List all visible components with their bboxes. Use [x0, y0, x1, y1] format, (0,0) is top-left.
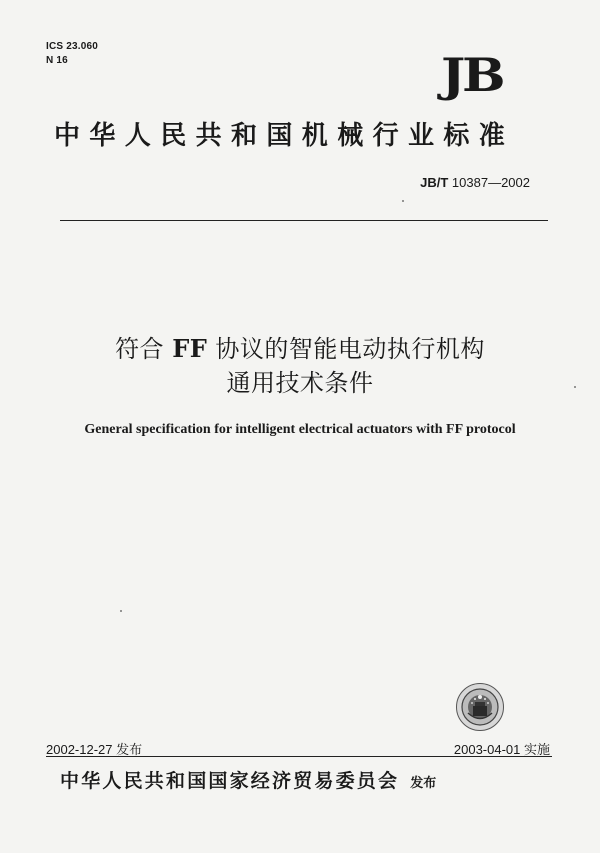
classification-codes	[46, 40, 98, 68]
issuer-action: 发布	[410, 776, 437, 791]
standard-number-value: 10387—2002	[451, 175, 530, 190]
standard-number	[420, 175, 530, 190]
issue-date: 2002-12-27 发布	[46, 742, 143, 757]
issuer-name: 中华人民共和国国家经济贸易委员会	[60, 770, 400, 792]
jb-logo: JB	[441, 48, 503, 102]
chinese-title-ff: FF	[172, 334, 208, 363]
ccs-code: N 16	[46, 55, 68, 66]
issuer-line	[60, 768, 436, 794]
chinese-title-line-1	[0, 334, 600, 364]
scan-speck	[120, 610, 122, 612]
chinese-title-post: 协议的智能电动执行机构	[215, 335, 485, 363]
english-title: General specification for intelligent electrical actuators with FF protocol	[84, 422, 516, 437]
chinese-title-pre: 符合	[115, 335, 165, 363]
chinese-title-line-2: 通用技术条件	[226, 369, 374, 397]
footer-divider	[46, 756, 552, 757]
implementation-date: 2003-04-01 实施	[453, 742, 550, 757]
official-seal-icon	[455, 682, 505, 732]
header-divider	[60, 220, 548, 221]
ics-code: ICS 23.060	[46, 41, 99, 52]
org-title: 中华人民共和国机械行业标准	[54, 121, 515, 151]
standard-number-prefix: JB/T	[420, 175, 449, 190]
scan-speck	[402, 200, 404, 202]
scan-speck	[574, 386, 576, 388]
